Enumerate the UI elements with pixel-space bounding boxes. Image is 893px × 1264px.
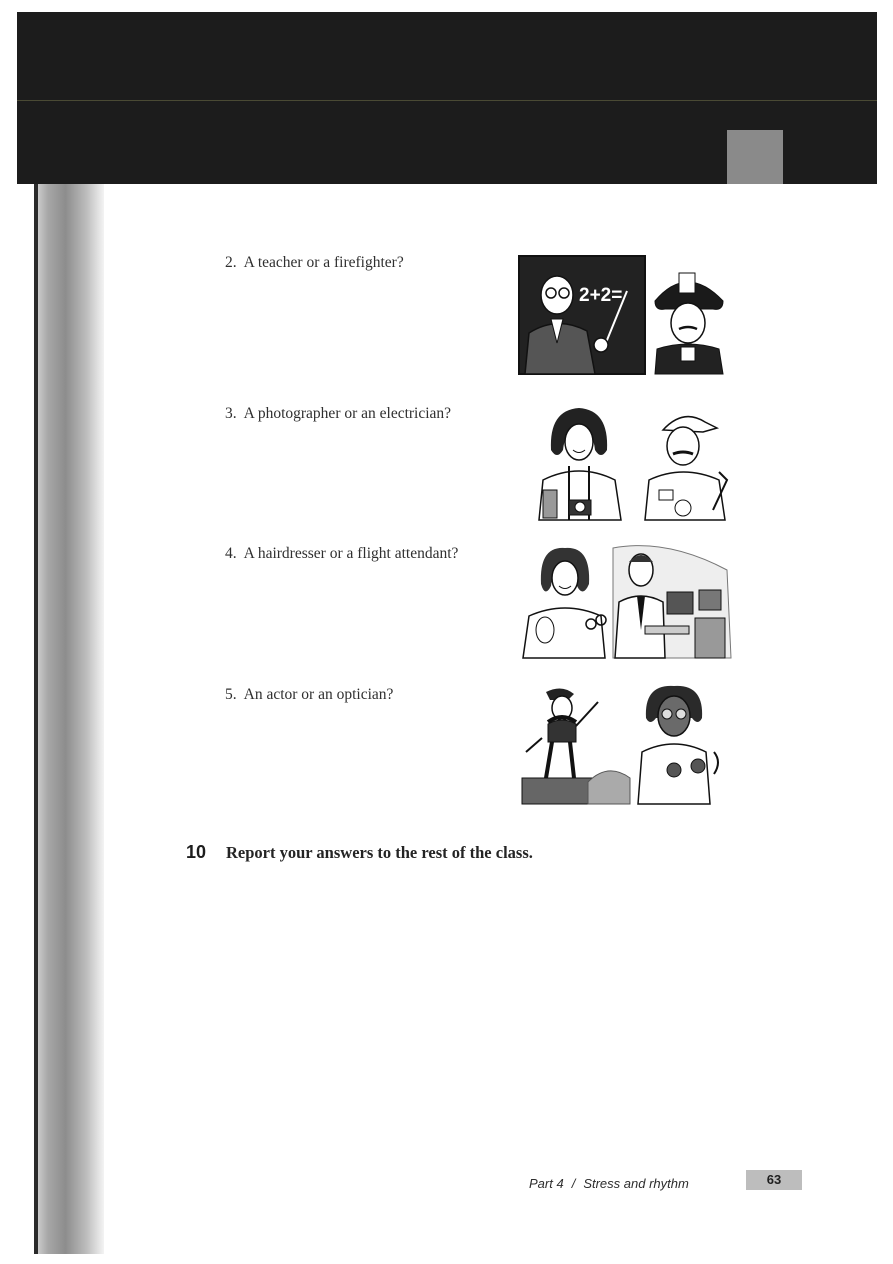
photographer-illustration bbox=[539, 408, 621, 520]
question-text: An actor or an optician? bbox=[243, 686, 394, 703]
question-4 bbox=[225, 545, 458, 563]
question-number: 4. bbox=[225, 545, 237, 562]
scan-top-band bbox=[17, 12, 877, 184]
spine-edge bbox=[34, 184, 38, 1254]
book-page bbox=[34, 184, 880, 1254]
electrician-illustration bbox=[645, 417, 727, 520]
spine-shadow bbox=[34, 184, 104, 1254]
actor-illustration bbox=[522, 688, 630, 804]
task-10 bbox=[186, 842, 533, 863]
question-2 bbox=[225, 254, 404, 272]
page-number: 63 bbox=[746, 1170, 802, 1190]
teacher-illustration bbox=[519, 256, 645, 374]
footer-part: Part 4 bbox=[529, 1176, 564, 1191]
task-instruction: Report your answers to the rest of the class. bbox=[226, 843, 533, 862]
question-text: A photographer or an electrician? bbox=[243, 405, 452, 422]
scan-band-line bbox=[17, 100, 877, 101]
actor-optician-illustration bbox=[518, 682, 732, 806]
question-3 bbox=[225, 405, 451, 423]
optician-illustration bbox=[638, 686, 718, 804]
question-number: 5. bbox=[225, 686, 237, 703]
firefighter-illustration bbox=[649, 256, 729, 374]
scan-grey-tab bbox=[727, 130, 783, 184]
teacher-firefighter-illustration bbox=[517, 253, 731, 377]
flight-attendant-illustration bbox=[613, 546, 731, 658]
hairdresser-illustration bbox=[523, 548, 606, 658]
question-5 bbox=[225, 686, 393, 704]
photographer-electrician-illustration bbox=[533, 400, 733, 522]
question-text: A teacher or a firefighter? bbox=[243, 254, 404, 271]
question-number: 2. bbox=[225, 254, 237, 271]
task-number: 10 bbox=[186, 842, 207, 862]
footer-section: Stress and rhythm bbox=[583, 1176, 689, 1191]
hairdresser-flight-attendant-illustration bbox=[517, 540, 733, 662]
question-number: 3. bbox=[225, 405, 237, 422]
footer-separator: / bbox=[571, 1176, 576, 1191]
blackboard-text: 2+2= bbox=[579, 285, 623, 306]
question-text: A hairdresser or a flight attendant? bbox=[243, 545, 459, 562]
page-footer bbox=[529, 1176, 689, 1191]
